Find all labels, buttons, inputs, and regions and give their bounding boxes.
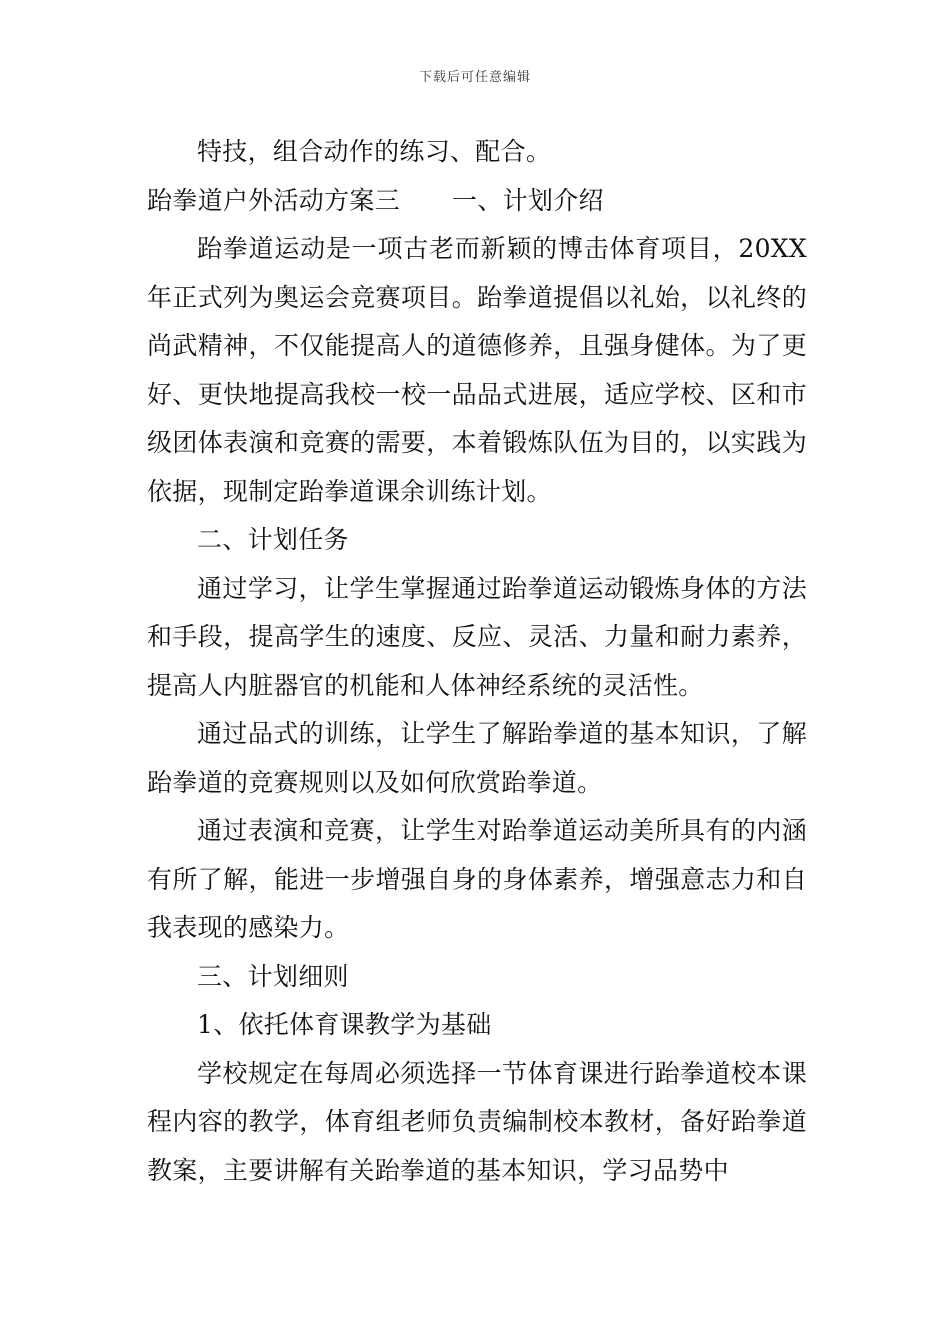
paragraph-intro: 跆拳道运动是一项古老而新颖的博击体育项目，20XX年正式列为奥运会竞赛项目。跆拳道提倡以礼始，以礼终的尚武精神，不仅能提高人的道德修养，且强身健体。为了更好、更快地提高我校一校一品品式进展，适应学校、区和市级团体表演和竞赛的需要，本着锻炼队伍为目的，以实践为依据，现制定跆拳道课余训练计划。 xyxy=(147,234,807,506)
title-line xyxy=(147,177,807,226)
document-body xyxy=(147,128,807,1195)
document-title: 跆拳道户外活动方案三 xyxy=(147,185,401,215)
paragraph-continuation: 特技，组合动作的练习、配合。 xyxy=(197,137,552,166)
paragraph-task-3: 通过表演和竞赛，让学生对跆拳道运动美所具有的内涵有所了解，能进一步增强自身的身体素养，增强意志力和自我表现的感染力。 xyxy=(147,816,807,942)
subsection1-heading: 1、依托体育课教学为基础 xyxy=(197,1010,492,1039)
paragraph-task-2: 通过品式的训练，让学生了解跆拳道的基本知识，了解跆拳道的竞赛规则以及如何欣赏跆拳道。 xyxy=(147,719,807,797)
header-note: 下载后可任意编辑 xyxy=(418,70,531,85)
section2-heading: 二、计划任务 xyxy=(197,525,349,554)
title-spacer xyxy=(400,177,452,226)
paragraph-detail-1: 学校规定在每周必须选择一节体育课进行跆拳道校本课程内容的教学，体育组老师负责编制校本教材，备好跆拳道教案，主要讲解有关跆拳道的基本知识，学习品势中 xyxy=(147,1058,807,1185)
section3-heading: 三、计划细则 xyxy=(197,961,349,991)
paragraph-task-1: 通过学习，让学生掌握通过跆拳道运动锻炼身体的方法和手段，提高学生的速度、反应、灵活、力量和耐力素养，提高人内脏器官的机能和人体神经系统的灵活性。 xyxy=(147,573,807,700)
section1-heading: 一、计划介绍 xyxy=(452,185,604,215)
